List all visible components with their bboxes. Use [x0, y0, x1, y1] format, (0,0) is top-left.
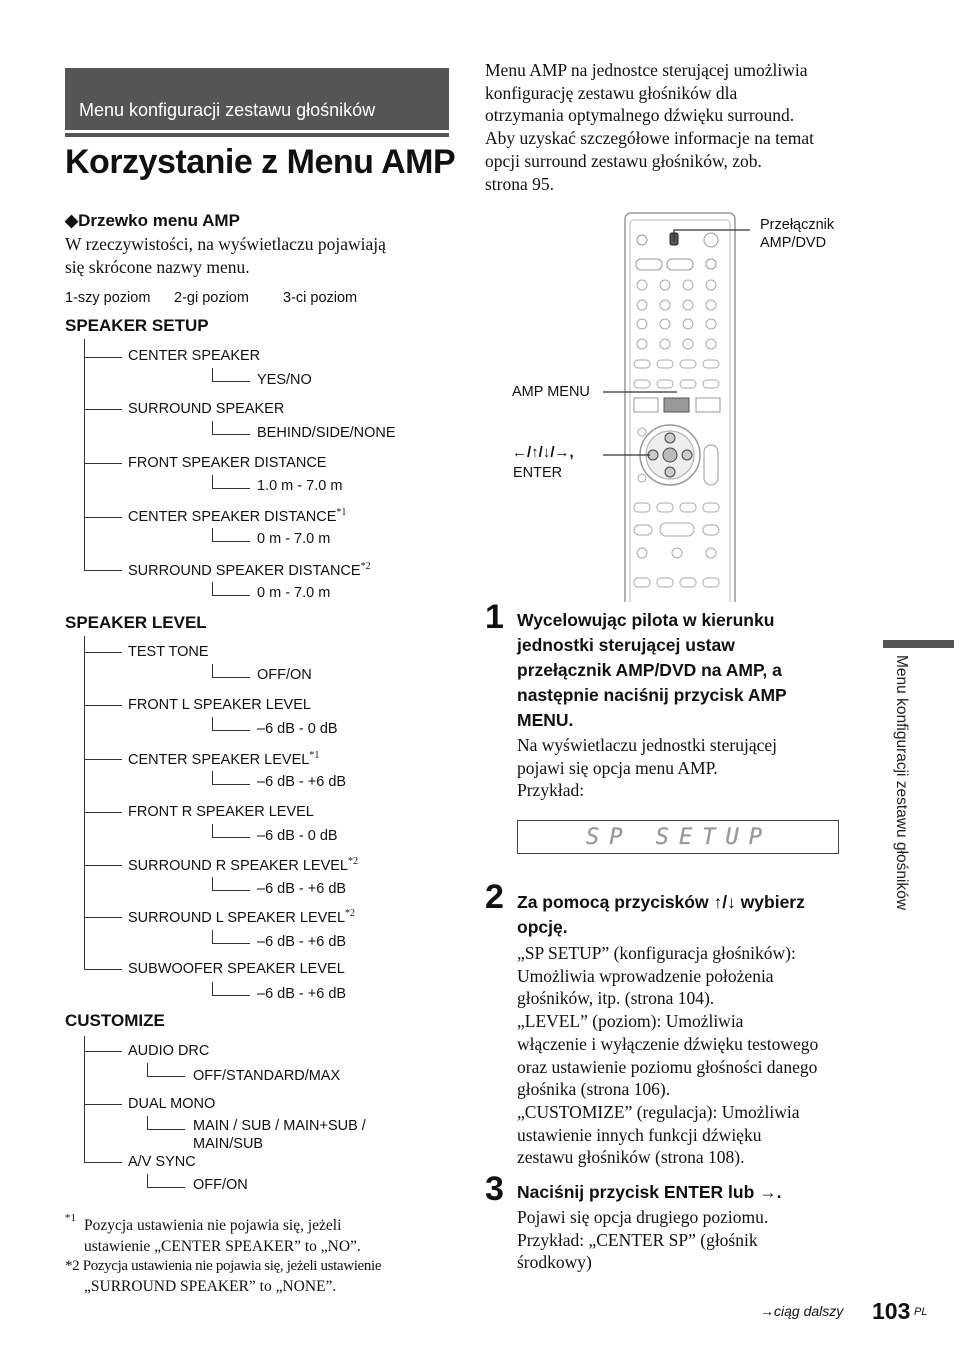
tree-value: OFF/ON — [257, 667, 312, 683]
tree-branch-line — [84, 339, 85, 571]
level-1-label: 1-szy poziom — [65, 290, 151, 306]
tree-value: –6 dB - +6 dB — [257, 934, 347, 950]
tree-item: SURROUND SPEAKER DISTANCE$^{*2}$ — [128, 561, 371, 579]
tree-intro-line2: się skrócone nazwy menu. — [65, 257, 250, 277]
step-number: 1 — [485, 598, 504, 636]
tree-value: YES/NO — [257, 372, 312, 388]
callout-arrows: ←/↑/↓/→, — [512, 444, 574, 461]
display-text: SP SETUP — [586, 825, 772, 850]
tree-item: DUAL MONO — [128, 1096, 216, 1112]
footnote-1-line2: ustawienie „CENTER SPEAKER” to „NO”. — [84, 1238, 361, 1255]
tree-item: CENTER SPEAKER DISTANCE$^{*1}$ — [128, 507, 347, 525]
tree-item: AUDIO DRC — [128, 1043, 210, 1059]
level-2-label: 2-gi poziom — [174, 290, 249, 306]
side-tab-marker — [883, 640, 954, 648]
tree-value: OFF/ON — [193, 1177, 248, 1193]
intro-paragraph: Menu AMP na jednostce sterującej umożliwia konfigurację zestawu głośników dla otrzymania optymalnego dźwięku surround. Aby uzyskać szczegółowe informacje na temat opcji surround zestawu głośników, zob. strona 95. — [485, 60, 814, 194]
tree-value: –6 dB - +6 dB — [257, 774, 347, 790]
tree-intro-line1: W rzeczywistości, na wyświetlaczu pojawiają — [65, 234, 386, 254]
tree-item: SURROUND SPEAKER — [128, 401, 285, 417]
section-header-bar — [65, 68, 449, 130]
tree-group-speaker-setup: SPEAKER SETUP — [65, 316, 209, 335]
side-tab — [880, 655, 920, 985]
step-1-heading: Wycelowując pilota w kierunku jednostki sterującej ustaw przełącznik AMP/DVD na AMP, a następnie naciśnij przycisk AMP MENU. — [517, 610, 787, 730]
callout-lines — [595, 215, 765, 465]
tree-value: –6 dB - +6 dB — [257, 881, 347, 897]
tree-item: FRONT R SPEAKER LEVEL — [128, 804, 314, 820]
tree-item: A/V SYNC — [128, 1154, 196, 1170]
tree-value: OFF/STANDARD/MAX — [193, 1068, 341, 1084]
continued-label: →ciąg dalszy — [760, 1303, 844, 1319]
side-tab-label: Menu konfiguracji zestawu głośników — [893, 655, 910, 911]
step-3-body: Pojawi się opcja drugiego poziomu. Przykład: „CENTER SP” (głośnik środkowy) — [517, 1207, 769, 1273]
page-language: PL — [914, 1306, 928, 1318]
callout-amp-menu: AMP MENU — [512, 384, 590, 400]
footnote-2-line2: „SURROUND SPEAKER” to „NONE”. — [84, 1278, 337, 1295]
step-2-heading: Za pomocą przycisków ↑/↓ wybierz opcję. — [517, 892, 805, 937]
tree-item: FRONT SPEAKER DISTANCE — [128, 455, 327, 471]
callout-switch: Przełącznik AMP/DVD — [760, 217, 835, 251]
tree-item: SUBWOOFER SPEAKER LEVEL — [128, 961, 345, 977]
tree-value: –6 dB - 0 dB — [257, 721, 338, 737]
step-number: 3 — [485, 1170, 504, 1208]
tree-item: SURROUND L SPEAKER LEVEL$^{*2}$ — [128, 908, 356, 926]
tree-item: CENTER SPEAKER LEVEL$^{*1}$ — [128, 750, 320, 768]
tree-item: SURROUND R SPEAKER LEVEL$^{*2}$ — [128, 856, 358, 874]
tree-value: MAIN/SUB — [193, 1136, 264, 1152]
tree-item: CENTER SPEAKER — [128, 348, 261, 364]
page-number: 103 — [872, 1298, 911, 1324]
page-title: Korzystanie z Menu AMP — [65, 143, 456, 181]
tree-value: 1.0 m - 7.0 m — [257, 478, 343, 494]
tree-item: TEST TONE — [128, 644, 209, 660]
level-3-label: 3-ci poziom — [283, 290, 358, 306]
footnote-mark: *1 — [65, 1212, 76, 1224]
tree-branch-line — [84, 636, 85, 970]
step-1-body: Na wyświetlaczu jednostki sterującej pojawi się opcja menu AMP. Przykład: — [517, 735, 777, 801]
section-divider — [65, 133, 449, 137]
tree-value: 0 m - 7.0 m — [257, 531, 331, 547]
tree-heading: ◆Drzewko menu AMP — [65, 211, 240, 230]
footnote-1-line1: Pozycja ustawienia nie pojawia się, jeżeli — [84, 1217, 342, 1234]
footnote-2-line1: *2 Pozycja ustawienia nie pojawia się, jeżeli ustawienie — [65, 1258, 382, 1274]
section-title: Menu konfiguracji zestawu głośników — [79, 100, 376, 120]
callout-enter: ENTER — [513, 465, 563, 481]
step-2-body: „SP SETUP” (konfiguracja głośników): Umożliwia wprowadzenie położenia głośników, itp. (strona 104). „LEVEL” (poziom): Umożliwia włączenie i wyłączenie dźwięku testowego oraz ustawienie poziomu głośności danego głośnika (strona 106). „CUSTOMIZE” (regulacja): Umożliwia ustawienie innych funkcji dźwięku zestawu głośników (strona 108). — [517, 943, 819, 1168]
tree-value: 0 m - 7.0 m — [257, 585, 331, 601]
step-number: 2 — [485, 878, 504, 916]
tree-item: FRONT L SPEAKER LEVEL — [128, 697, 311, 713]
tree-group-customize: CUSTOMIZE — [65, 1011, 165, 1030]
tree-value: MAIN / SUB / MAIN+SUB / — [193, 1118, 366, 1134]
tree-value: BEHIND/SIDE/NONE — [257, 425, 396, 441]
tree-branch-line — [84, 1036, 85, 1163]
tree-value: –6 dB - 0 dB — [257, 828, 338, 844]
tree-value: –6 dB - +6 dB — [257, 986, 347, 1002]
step-3-heading: Naciśnij przycisk ENTER lub →. — [517, 1182, 782, 1202]
display-example — [517, 820, 839, 854]
tree-group-speaker-level: SPEAKER LEVEL — [65, 613, 207, 632]
